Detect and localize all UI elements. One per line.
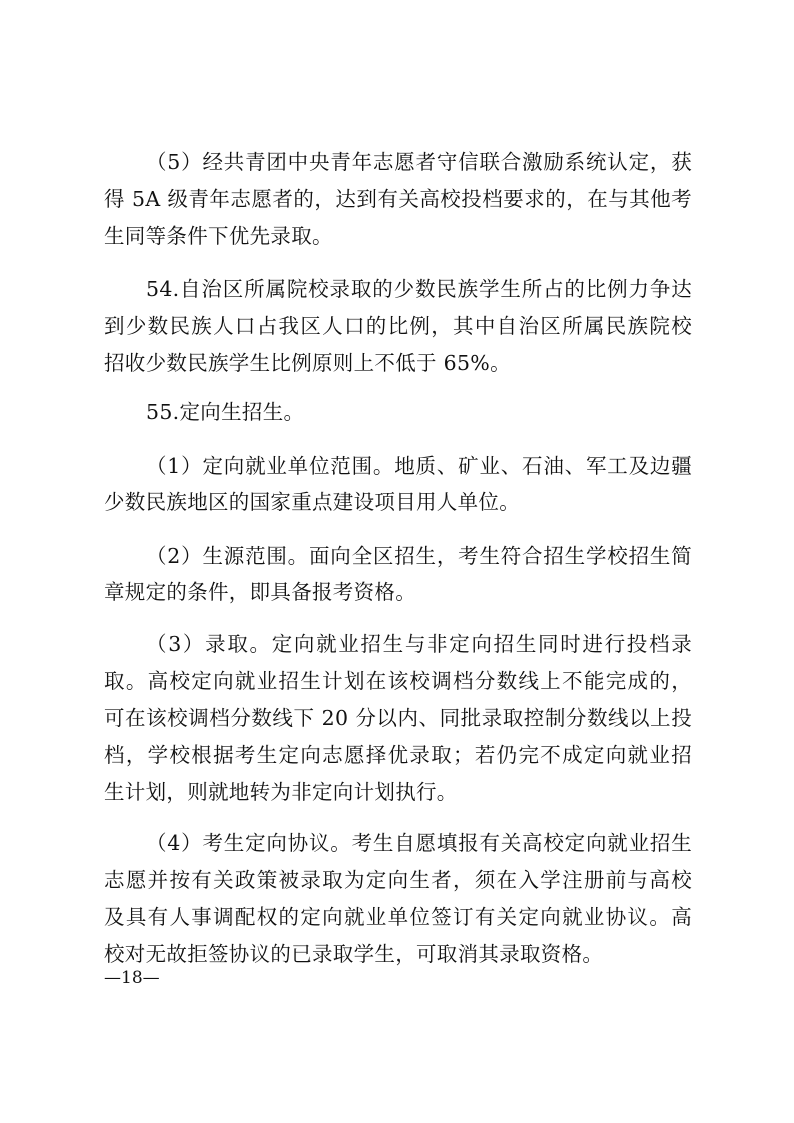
paragraph-5-line-3: 生同等条件下优先录取。 <box>104 224 333 248</box>
paragraph-1-line-2: 少数民族地区的国家重点建设项目用人单位。 <box>104 490 520 514</box>
paragraph-3-line-5: 生计划，则就地转为非定向计划执行。 <box>104 780 458 804</box>
paragraph-4-line-4: 校对无故拒签协议的已录取学生，可取消其录取资格。 <box>104 942 604 966</box>
paragraph-5-line-2: 得 5A 级青年志愿者的，达到有关高校投档要求的，在与其他考 <box>104 187 692 211</box>
paragraph-3-line-4: 档，学校根据考生定向志愿择优录取；若仍完不成定向就业招 <box>104 743 692 767</box>
page-number: —18— <box>104 968 160 988</box>
paragraph-2-line-2: 章规定的条件，即具备报考资格。 <box>104 580 416 604</box>
item-55-heading: 55.定向生招生。 <box>146 400 305 424</box>
paragraph-1-line-1: （1）定向就业单位范围。地质、矿业、石油、军工及边疆 <box>146 454 692 478</box>
paragraph-3-line-1: （3）录取。定向就业招生与非定向招生同时进行投档录 <box>146 632 692 656</box>
paragraph-4-line-3: 及具有人事调配权的定向就业单位签订有关定向就业协议。高 <box>104 905 692 929</box>
item-54-line-2: 到少数民族人口占我区人口的比例，其中自治区所属民族院校 <box>104 314 692 338</box>
paragraph-2-line-1: （2）生源范围。面向全区招生，考生符合招生学校招生简 <box>146 544 692 568</box>
item-54-line-3: 招收少数民族学生比例原则上不低于 65%。 <box>104 351 511 375</box>
paragraph-5-line-1: （5）经共青团中央青年志愿者守信联合激励系统认定，获 <box>146 150 692 174</box>
paragraph-4-line-1: （4）考生定向协议。考生自愿填报有关高校定向就业招生 <box>146 831 692 855</box>
item-54-line-1: 54.自治区所属院校录取的少数民族学生所占的比例力争达 <box>146 277 692 301</box>
paragraph-4-line-2: 志愿并按有关政策被录取为定向生者，须在入学注册前与高校 <box>104 868 692 892</box>
paragraph-3-line-3: 可在该校调档分数线下 20 分以内、同批录取控制分数线以上投 <box>104 706 692 730</box>
paragraph-3-line-2: 取。高校定向就业招生计划在该校调档分数线上不能完成的， <box>104 669 692 693</box>
